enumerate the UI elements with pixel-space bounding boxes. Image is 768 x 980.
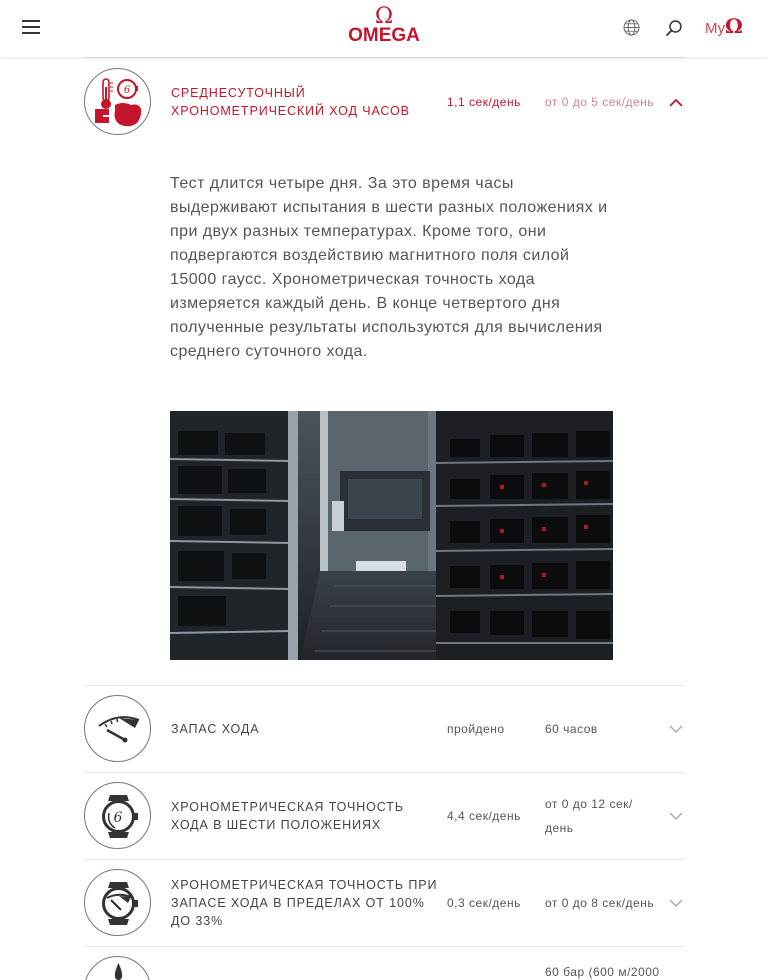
watch-testing-machine-photo	[170, 411, 613, 660]
divider	[84, 57, 685, 58]
row-title-line: ЗАПАСЕ ХОДА В ПРЕДЕЛАХ ОТ 100%	[171, 896, 425, 910]
standard-range: 60 бар (600 м/2000	[545, 965, 660, 979]
row-title	[171, 84, 410, 120]
test-row-average-daily-rate[interactable]	[84, 68, 685, 138]
standard-range	[545, 792, 633, 840]
water-drop-icon	[84, 956, 151, 980]
measured-result: 0,3 сек/день	[447, 896, 521, 910]
my-label: My	[705, 20, 725, 37]
omega-logo[interactable]	[346, 4, 422, 48]
power-reserve-gauge-icon	[84, 695, 151, 762]
watch-six-positions-icon	[84, 782, 151, 849]
row-title-line: ХОДА В ШЕСТИ ПОЛОЖЕНИЯХ	[171, 818, 382, 832]
site-header	[0, 0, 768, 57]
row-title-line: СРЕДНЕСУТОЧНЫЙ	[171, 86, 306, 100]
logo-symbol: Ω	[374, 4, 394, 29]
row-title: ЗАПАС ХОДА	[171, 722, 260, 736]
watch-power-reserve-icon	[84, 869, 151, 936]
svg-text:6: 6	[113, 810, 123, 826]
measured-result: пройдено	[447, 722, 505, 736]
test-row-power-reserve[interactable]	[84, 695, 685, 763]
svg-text:6: 6	[123, 85, 131, 96]
divider	[84, 859, 685, 860]
divider	[84, 685, 685, 686]
measured-result: 1,1 сек/день	[447, 95, 521, 109]
row-title-line: ХРОНОМЕТРИЧЕСКАЯ ТОЧНОСТЬ	[171, 800, 404, 814]
standard-range: 60 часов	[545, 722, 598, 736]
test-description: Тест длится четыре дня. За это время часы выдерживают испытания в шести разных положениях и при двух разных температурах. Кроме того, они подвергаются воздействию магнитного поля силой 15000 гаусс. Хронометрическая точность хода измеряется каждый день. В конце четвертого дня полученные результаты используются для вычисления среднего суточного хода.	[170, 175, 608, 360]
thermometer-six-positions-icon	[84, 68, 151, 135]
chevron-down-icon[interactable]	[669, 899, 683, 908]
divider	[84, 772, 685, 773]
divider	[84, 946, 685, 947]
test-row-precision-power-reserve[interactable]	[84, 869, 685, 937]
row-title	[171, 798, 404, 834]
globe-icon[interactable]	[623, 19, 640, 36]
hamburger-menu-icon[interactable]	[22, 20, 40, 34]
test-row-water-resistance[interactable]	[84, 956, 685, 980]
standard-range: от 0 до 5 сек/день	[545, 95, 655, 109]
chevron-up-icon[interactable]	[669, 98, 683, 107]
chevron-down-icon[interactable]	[669, 812, 683, 821]
row-title-line: ДО 33%	[171, 914, 224, 928]
standard-range-line: от 0 до 12 сек/	[545, 797, 633, 811]
search-icon[interactable]	[665, 19, 683, 37]
row-title-line: ХРОНОМЕТРИЧЕСКИЙ ХОД ЧАСОВ	[171, 104, 410, 118]
measured-result: 4,4 сек/день	[447, 809, 521, 823]
row-title	[171, 876, 437, 930]
logo-word: OMEGA	[348, 25, 420, 46]
row-title-line: ХРОНОМЕТРИЧЕСКАЯ ТОЧНОСТЬ ПРИ	[171, 878, 438, 892]
test-row-six-positions[interactable]	[84, 782, 685, 850]
my-omega-link[interactable]	[705, 14, 743, 40]
my-omega-symbol: Ω	[725, 14, 743, 38]
standard-range-line: день	[545, 821, 574, 835]
chevron-down-icon[interactable]	[669, 725, 683, 734]
standard-range: от 0 до 8 сек/день	[545, 896, 655, 910]
